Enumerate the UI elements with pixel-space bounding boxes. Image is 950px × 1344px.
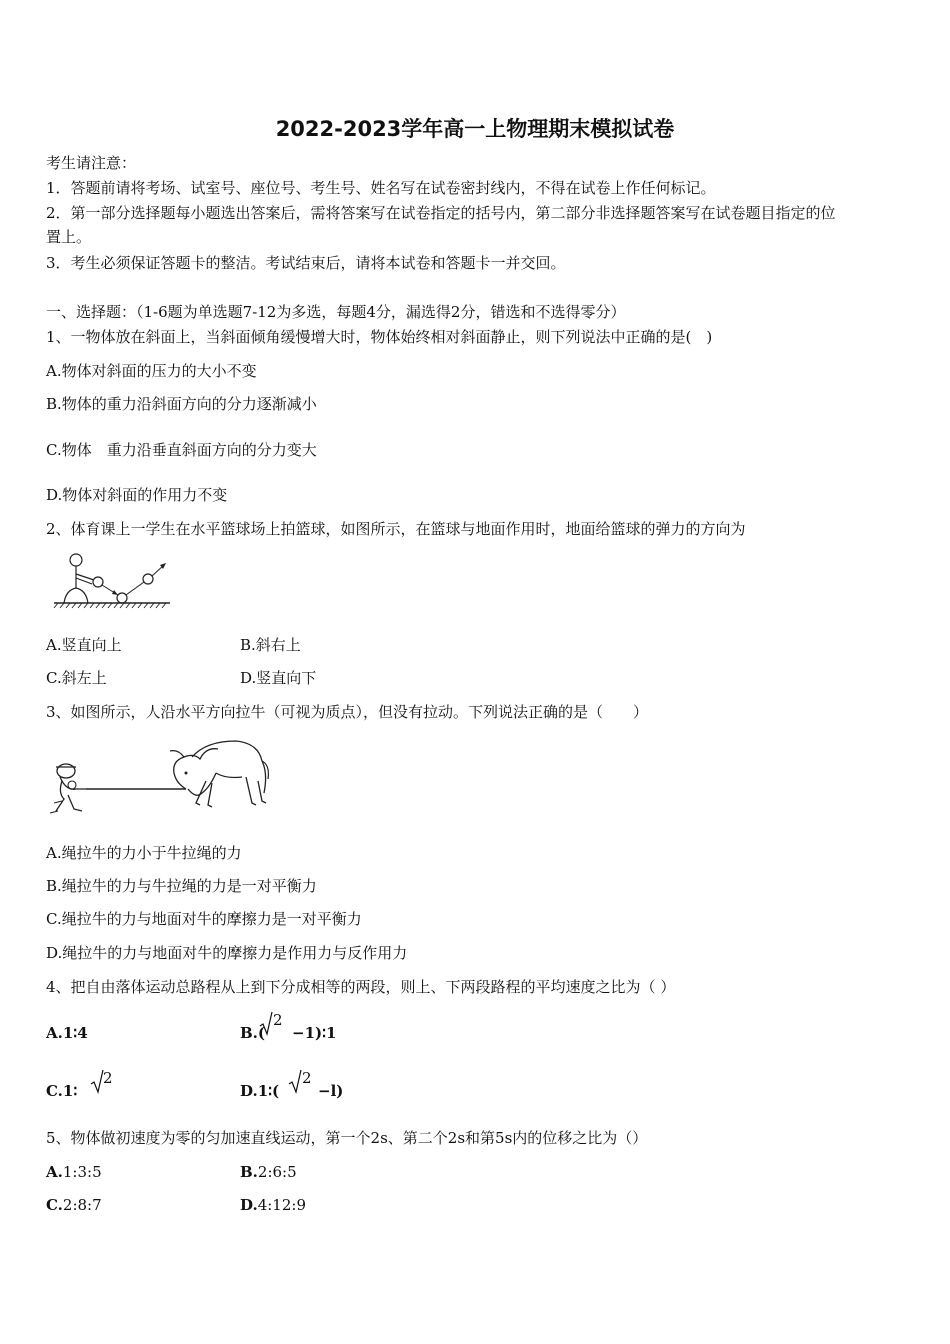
question-2-option-d: D.竖直向下 — [240, 669, 317, 687]
notice-item-1: 1．答题前请将考场、试室号、座位号、考生号、姓名写在试卷密封线内，不得在试卷上作任何标记。 — [46, 179, 716, 197]
notice-item-2-line-2: 置上。 — [46, 228, 92, 246]
question-5-option-c — [46, 1195, 102, 1215]
option-value: 4:12:9 — [257, 1196, 306, 1214]
option-label: D. — [240, 1196, 258, 1214]
question-5-option-a — [46, 1162, 102, 1182]
question-1-option-a: A.物体对斜面的压力的大小不变 — [46, 362, 257, 380]
option-label: B. — [240, 1163, 258, 1181]
section-heading: 一、选择题：（1-6题为单选题7-12为多选，每题4分，漏选得2分，错选和不选得零分） — [46, 303, 626, 321]
option-label: A. — [46, 1163, 63, 1181]
question-3-option-c: C.绳拉牛的力与地面对牛的摩擦力是一对平衡力 — [46, 910, 362, 928]
question-5-option-d — [240, 1195, 306, 1215]
page-title: 2022-2023学年高一上物理期末模拟试卷 — [275, 117, 675, 141]
sqrt-sign-icon — [90, 1068, 104, 1094]
person-pulling-ox-figure — [46, 733, 271, 823]
question-1-stem: 1、一物体放在斜面上，当斜面倾角缓慢增大时，物体始终相对斜面静止，则下列说法中正确的是( ) — [46, 328, 713, 346]
question-4-option-c-prefix: C.1∶ — [46, 1082, 78, 1100]
question-4-stem: 4、把自由落体运动总路程从上到下分成相等的两段，则上、下两段路程的平均速度之比为（ ） — [46, 978, 676, 996]
question-2-option-c: C.斜左上 — [46, 669, 107, 687]
notice-heading: 考生请注意： — [46, 154, 137, 172]
question-4-option-b-prefix: B.( — [240, 1024, 265, 1042]
question-1-option-c: C.物体 重力沿垂直斜面方向的分力变大 — [46, 441, 317, 459]
question-4-option-b-radicand: 2 — [273, 1011, 283, 1029]
question-3-option-a: A.绳拉牛的力小于牛拉绳的力 — [46, 844, 242, 862]
question-4-option-b-suffix: −1)∶1 — [292, 1024, 337, 1042]
question-4-option-d-radicand: 2 — [302, 1069, 312, 1087]
sqrt-sign-icon — [288, 1068, 302, 1094]
question-1-option-b: B.物体的重力沿斜面方向的分力逐渐减小 — [46, 395, 317, 413]
question-3-option-d: D.绳拉牛的力与地面对牛的摩擦力是作用力与反作用力 — [46, 944, 408, 962]
question-2-option-b: B.斜右上 — [240, 636, 301, 654]
question-4-option-d-prefix: D.1∶( — [240, 1082, 280, 1100]
question-2-option-a: A.竖直向上 — [46, 636, 122, 654]
question-4-option-c-radicand: 2 — [103, 1069, 113, 1087]
question-3-stem: 3、如图所示，人沿水平方向拉牛（可视为质点），但没有拉动。下列说法正确的是（ ） — [46, 703, 649, 721]
question-5-option-b — [240, 1162, 297, 1182]
notice-item-3: 3．考生必须保证答题卡的整洁。考试结束后，请将本试卷和答题卡一并交回。 — [46, 254, 566, 272]
question-4-option-a: A.1∶4 — [46, 1024, 88, 1042]
option-value: 2:8:7 — [62, 1196, 102, 1214]
basketball-figure — [52, 550, 174, 610]
question-5-stem: 5、物体做初速度为零的匀加速直线运动，第一个2s、第二个2s和第5s内的位移之比为（） — [46, 1129, 648, 1147]
question-4-option-d-suffix: −l) — [318, 1082, 344, 1100]
option-label: C. — [46, 1196, 63, 1214]
question-2-stem: 2、体育课上一学生在水平篮球场上拍篮球，如图所示，在篮球与地面作用时，地面给篮球的弹力的方向为 — [46, 520, 746, 538]
notice-item-2-line-1: 2．第一部分选择题每小题选出答案后，需将答案写在试卷指定的括号内，第二部分非选择题答案写在试卷题目指定的位 — [46, 204, 836, 222]
option-value: 1:3:5 — [62, 1163, 102, 1181]
question-1-option-d: D.物体对斜面的作用力不变 — [46, 486, 228, 504]
sqrt-sign-icon — [259, 1010, 273, 1036]
option-value: 2:6:5 — [257, 1163, 297, 1181]
question-3-option-b: B.绳拉牛的力与牛拉绳的力是一对平衡力 — [46, 877, 317, 895]
